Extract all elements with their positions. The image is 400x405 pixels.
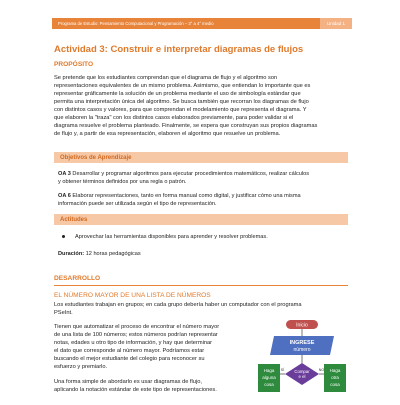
para3-line: Una forma simple de abordarlo es usar diagramas de flujo,: [54, 379, 202, 385]
objetivos-title: Objetivos de Aprendizaje: [60, 154, 132, 161]
para2-line: de una lista de 100 números; estos números podrían representar: [54, 332, 218, 338]
proposito-title: PROPÓSITO: [54, 61, 94, 68]
para2-line: Tienen que automatizar el proceso de encontrar el número mayor: [54, 324, 220, 330]
proposito-paragraph: [54, 74, 348, 138]
para2-line: el dato que corresponde al número mayor. Podríamos estar: [54, 348, 205, 354]
proposito-line: con distintos casos y valores, para que comprendan el modelamiento que representa el diagrama. Y: [54, 107, 307, 113]
yes-label: SÍ: [280, 368, 285, 372]
bullet-dot-icon: [62, 235, 65, 238]
actitudes-header: [54, 214, 348, 225]
desarrollo-title: DESARROLLO: [54, 275, 101, 282]
flowchart-svg: [256, 316, 348, 400]
unit-label: Unidad 1: [320, 18, 352, 29]
left-label-2: alguna: [262, 375, 276, 380]
oa3-block: [58, 170, 346, 186]
intro-line: Los estudiantes trabajan en grupos; en cada grupo debería haber un computador con el programa: [54, 302, 302, 308]
para2-line: buscando el mejor estudiante del colegio para reconocer su: [54, 356, 205, 362]
input-label-1: INGRESE: [289, 340, 315, 346]
proposito-line: de flujo y, a partir de esa representación, elaboren el algoritmo que resuelve un problema.: [54, 131, 281, 137]
actitudes-title: Actitudes: [60, 216, 88, 223]
activity-title: Actividad 3: Construir e interpretar diagramas de flujos: [54, 44, 304, 55]
actitudes-bullet: [62, 234, 268, 240]
para3-line: aplicando la notación estándar de este tipo de representaciones.: [54, 387, 217, 393]
flowchart: [256, 316, 348, 400]
objetivos-header: [54, 152, 348, 163]
divider: [54, 285, 348, 286]
input-label-2: número: [293, 347, 311, 353]
oa6-text: información puede ser utilizada según el tipo de representación.: [58, 201, 217, 207]
para2-line: notas, edades u otro tipo de información, y hay que determinar: [54, 340, 213, 346]
no-label: NO: [318, 368, 325, 372]
duration-label: Duración:: [58, 251, 85, 257]
desarrollo-intro: [54, 301, 348, 317]
oa6-block: [58, 192, 346, 208]
right-label-1: Haga: [329, 368, 341, 373]
left-label-3: cosa: [264, 382, 274, 387]
proposito-line: permita una interpretación única del algoritmo. Se busca también que recorran los diagramas de flujo: [54, 99, 309, 105]
left-label-1: Haga: [263, 368, 275, 373]
header-band: [52, 18, 352, 29]
right-label-2: otra: [331, 375, 339, 380]
start-label: Inicio: [296, 322, 308, 329]
desarrollo-paragraph-3: [54, 378, 250, 394]
right-label-3: cosa: [330, 382, 340, 387]
proposito-line: que elaboren la "traza" con los distintos casos elaborados previamente, para poder validar si el: [54, 115, 294, 121]
oa3-text: y obtener términos definidos por una regla o patrón.: [58, 179, 187, 185]
para2-line: esfuerzo y premiarlo.: [54, 364, 108, 370]
oa6-text: Elaborar representaciones, tanto en forma manual como digital, y justificar cómo una misma: [70, 193, 301, 199]
duration-value: 12 horas pedagógicas: [84, 251, 141, 257]
proposito-line: representar gráficamente la solución de un problema mediante el uso de simbología estándar que: [54, 91, 301, 97]
program-line: Programa de Estudio: Pensamiento Computacional y Programación – 3° a 4° medio: [58, 21, 214, 26]
intro-line: PSeInt.: [54, 310, 73, 316]
duration: [58, 251, 141, 257]
decision-label-2: e el: [298, 374, 306, 379]
desarrollo-subtitle: EL NÚMERO MAYOR DE UNA LISTA DE NÚMEROS: [54, 292, 211, 299]
oa6-code: OA 6: [58, 193, 71, 199]
oa3-code: OA 3: [58, 171, 71, 177]
oa3-text: Desarrollar y programar algoritmos para ejecutar procedimientos matemáticos, realizar cálculos: [70, 171, 309, 177]
proposito-line: representaciones equivalentes de un mismo problema. Asimismo, que entiendan lo importante que es: [54, 83, 311, 89]
desarrollo-paragraph-2: [54, 323, 250, 371]
decision-label-1: Compar: [294, 369, 310, 374]
proposito-line: diagrama resuelve el problema planteado. Finalmente, se espera que construyan sus propios diagramas: [54, 123, 318, 129]
actitud-text: Aprovechar las herramientas disponibles para aprender y resolver problemas.: [75, 234, 268, 240]
proposito-line: Se pretende que los estudiantes comprendan que el diagrama de flujo y el algoritmo son: [54, 75, 278, 81]
